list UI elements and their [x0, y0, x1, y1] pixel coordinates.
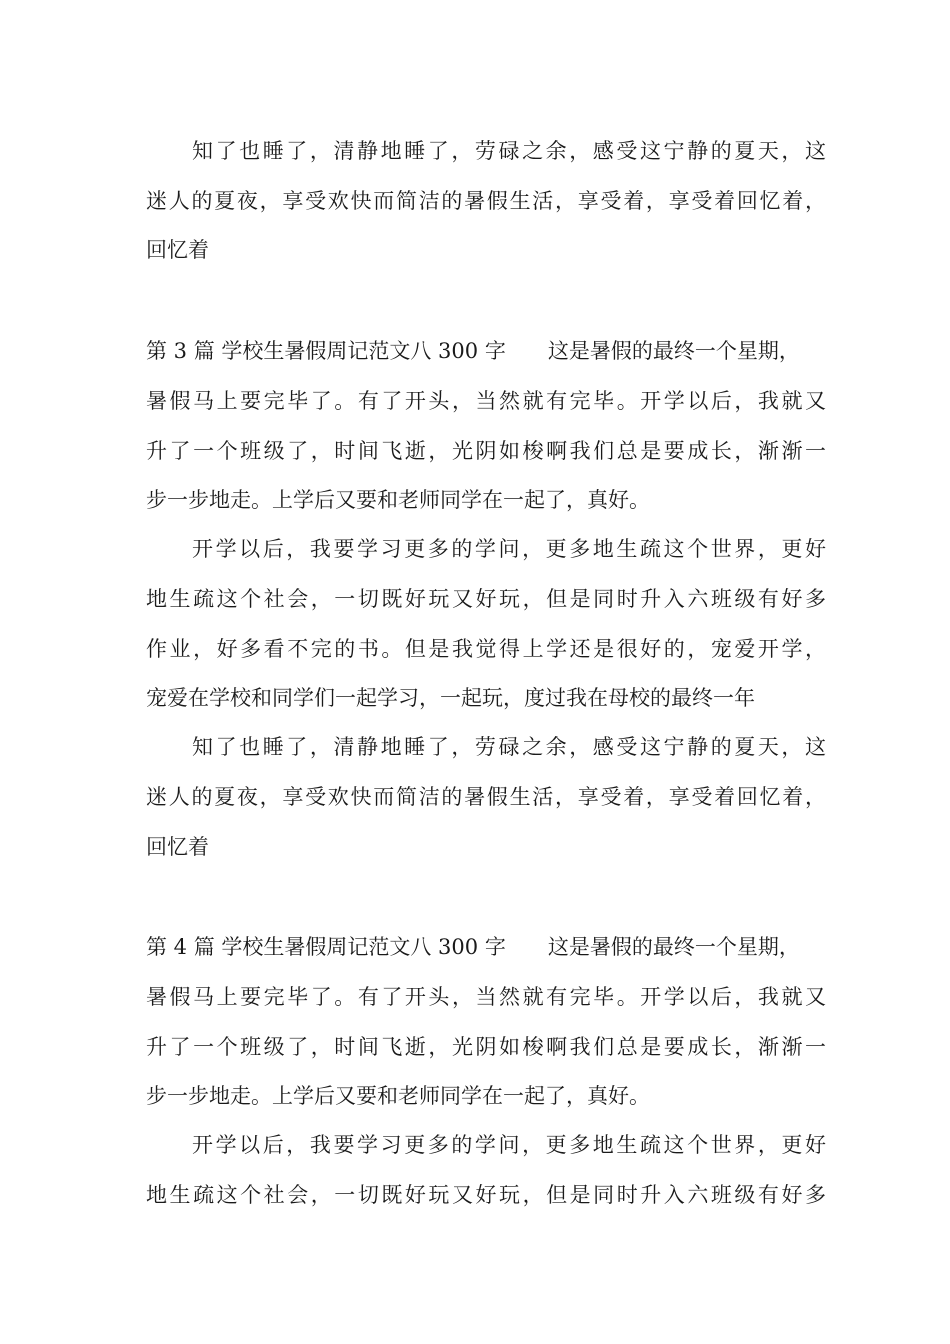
- paragraph-line: 升了一个班级了，时间飞逝，光阴如梭啊我们总是要成长，渐渐一: [146, 439, 826, 463]
- paragraph-line: 宠爱在学校和同学们一起学习，一起玩，度过我在母校的最终一年: [146, 686, 755, 710]
- paragraph-line: 迷人的夏夜，享受欢快而简洁的暑假生活，享受着，享受着回忆着，: [146, 189, 826, 213]
- paragraph-line: 作业，好多看不完的书。但是我觉得上学还是很好的，宠爱开学，: [146, 637, 826, 661]
- article-heading-line: [146, 336, 826, 366]
- paragraph-line: 步一步地走。上学后又要和老师同学在一起了，真好。: [146, 1084, 650, 1108]
- paragraph-line: 知了也睡了，清静地睡了，劳碌之余，感受这宁静的夏天，这: [192, 139, 826, 163]
- article-heading: 第 3 篇 学校生暑假周记范文八 300 字: [146, 339, 506, 363]
- paragraph-line: 地生疏这个社会，一切既好玩又好玩，但是同时升入六班级有好多: [146, 587, 826, 611]
- paragraph-line: 开学以后，我要学习更多的学问，更多地生疏这个世界，更好: [192, 537, 826, 561]
- paragraph-line: 步一步地走。上学后又要和老师同学在一起了，真好。: [146, 488, 650, 512]
- paragraph-line: 迷人的夏夜，享受欢快而简洁的暑假生活，享受着，享受着回忆着，: [146, 785, 826, 809]
- heading-tail-text: 这是暑假的最终一个星期，: [547, 339, 800, 363]
- article-heading: 第 4 篇 学校生暑假周记范文八 300 字: [146, 935, 506, 959]
- paragraph-line: 开学以后，我要学习更多的学问，更多地生疏这个世界，更好: [192, 1133, 826, 1157]
- heading-tail-text: 这是暑假的最终一个星期，: [547, 935, 800, 959]
- paragraph-line: 回忆着: [146, 238, 209, 262]
- paragraph-line: 知了也睡了，清静地睡了，劳碌之余，感受这宁静的夏天，这: [192, 735, 826, 759]
- article-heading-line: [146, 932, 826, 962]
- paragraph-line: 回忆着: [146, 835, 209, 859]
- paragraph-line: 地生疏这个社会，一切既好玩又好玩，但是同时升入六班级有好多: [146, 1183, 826, 1207]
- paragraph-line: 暑假马上要完毕了。有了开头，当然就有完毕。开学以后，我就又: [146, 985, 826, 1009]
- paragraph-line: 升了一个班级了，时间飞逝，光阴如梭啊我们总是要成长，渐渐一: [146, 1035, 826, 1059]
- paragraph-line: 暑假马上要完毕了。有了开头，当然就有完毕。开学以后，我就又: [146, 389, 826, 413]
